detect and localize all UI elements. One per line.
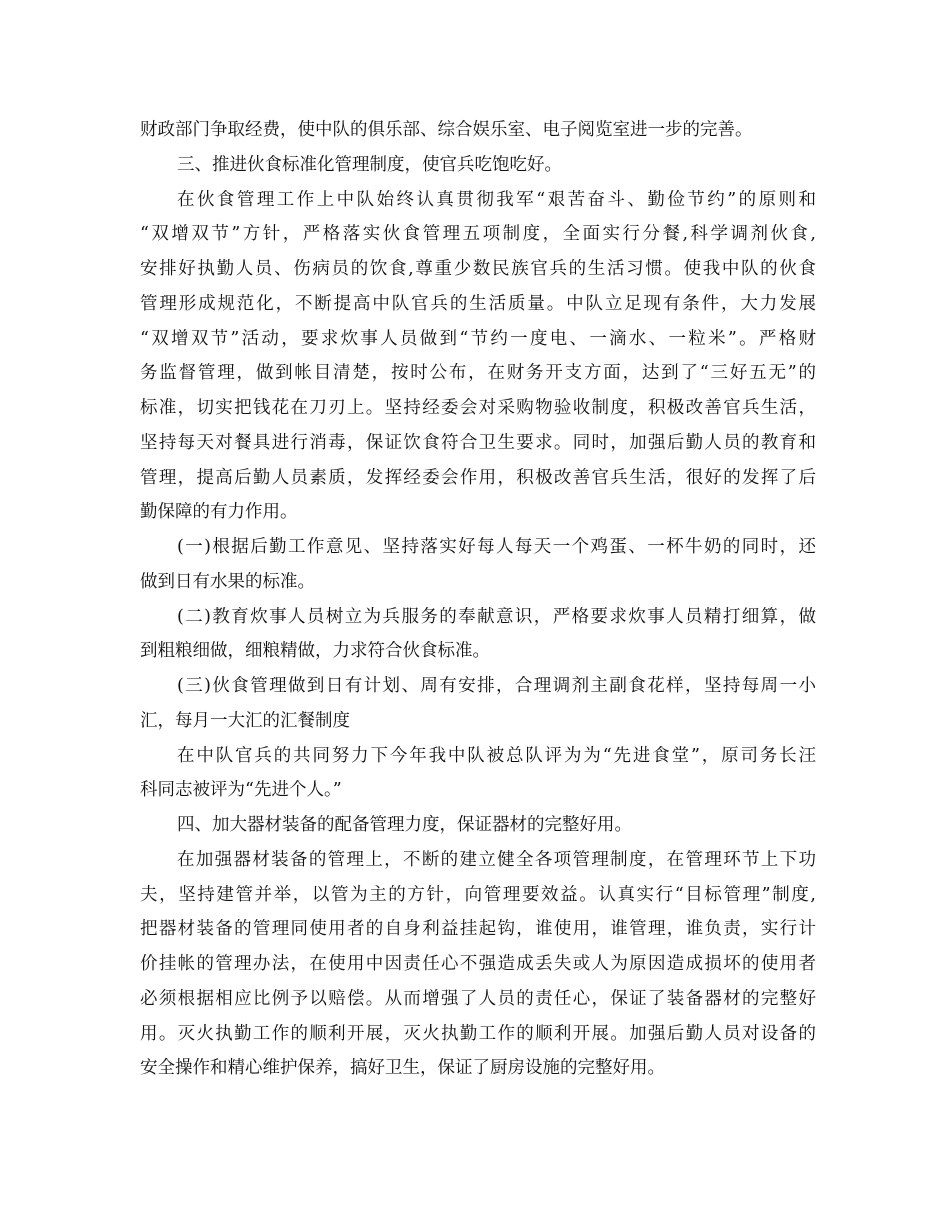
text-line: 用。灭火执勤工作的顺利开展，灭火执勤工作的顺利开展。加强后勤人员对设备的 xyxy=(140,1023,816,1044)
text-line: 财政部门争取经费，使中队的俱乐部、综合娱乐室、电子阅览室进一步的完善。 xyxy=(140,120,753,140)
text-line: 到粗粮细做，细粮精做，力求符合伙食标准。 xyxy=(140,641,490,662)
text-line: 在伙食管理工作上中队始终认真贯彻我军“艰苦奋斗、勤俭节约”的原则和 xyxy=(177,189,816,210)
text-line: 勤保障的有力作用。 xyxy=(140,502,298,523)
text-line: 标准，切实把钱花在刀刃上。坚持经委会对采购物验收制度，积极改善官兵生活， xyxy=(140,398,816,418)
document-body xyxy=(140,113,816,1086)
text-line: 安排好执勤人员、伤病员的饮食,尊重少数民族官兵的生活习惯。使我中队的伙食 xyxy=(140,259,816,279)
text-line: 三、推进伙食标准化管理制度，使官兵吃饱吃好。 xyxy=(177,154,562,175)
text-line: 在加强器材装备的管理上，不断的建立健全各项管理制度，在管理环节上下功 xyxy=(177,849,816,870)
text-line: 做到日有水果的标准。 xyxy=(140,571,315,592)
text-line: (一)根据后勤工作意见、坚持落实好每人每天一个鸡蛋、一杯牛奶的同时，还 xyxy=(177,537,816,557)
text-line: 夫，坚持建管并举，以管为主的方针，向管理要效益。认真实行“目标管理”制度, xyxy=(140,884,816,905)
text-line: 安全操作和精心维护保养，搞好卫生，保证了厨房设施的完整好用。 xyxy=(140,1058,665,1079)
text-line: “双增双节”活动，要求炊事人员做到“节约一度电、一滴水、一粒米”。严格财 xyxy=(140,328,816,349)
text-line: 科同志被评为“先进个人。” xyxy=(140,780,342,801)
text-line: 汇，每月一大汇的汇餐制度 xyxy=(140,710,350,731)
text-line: “双增双节”方针，严格落实伙食管理五项制度，全面实行分餐,科学调剂伙食, xyxy=(140,224,816,245)
text-line: 管理形成规范化，不断提高中队官兵的生活质量。中队立足现有条件，大力发展 xyxy=(140,293,816,314)
text-line: 管理，提高后勤人员素质，发挥经委会作用，积极改善官兵生活，很好的发挥了后 xyxy=(140,467,816,488)
text-line: 价挂帐的管理办法，在使用中因责任心不强造成丢失或人为原因造成损坏的使用者 xyxy=(140,954,816,974)
text-line: (三)伙食管理做到日有计划、周有安排，合理调剂主副食花样，坚持每周一小 xyxy=(177,676,816,696)
text-line: 务监督管理，做到帐目清楚，按时公布，在财务开支方面，达到了“三好五无”的 xyxy=(140,363,816,384)
text-line: 必须根据相应比例予以赔偿。从而增强了人员的责任心，保证了装备器材的完整好 xyxy=(140,988,816,1009)
text-line: 四、加大器材装备的配备管理力度，保证器材的完整好用。 xyxy=(177,815,632,835)
text-line: (二)教育炊事人员树立为兵服务的奉献意识，严格要求炊事人员精打细算，做 xyxy=(177,606,816,627)
text-line: 把器材装备的管理同使用者的自身利益挂起钩，谁使用，谁管理，谁负责，实行计 xyxy=(140,919,816,940)
text-line: 在中队官兵的共同努力下今年我中队被总队评为为“先进食堂”，原司务长汪 xyxy=(177,745,816,766)
text-line: 坚持每天对餐具进行消毒，保证饮食符合卫生要求。同时，加强后勤人员的教育和 xyxy=(140,432,816,453)
